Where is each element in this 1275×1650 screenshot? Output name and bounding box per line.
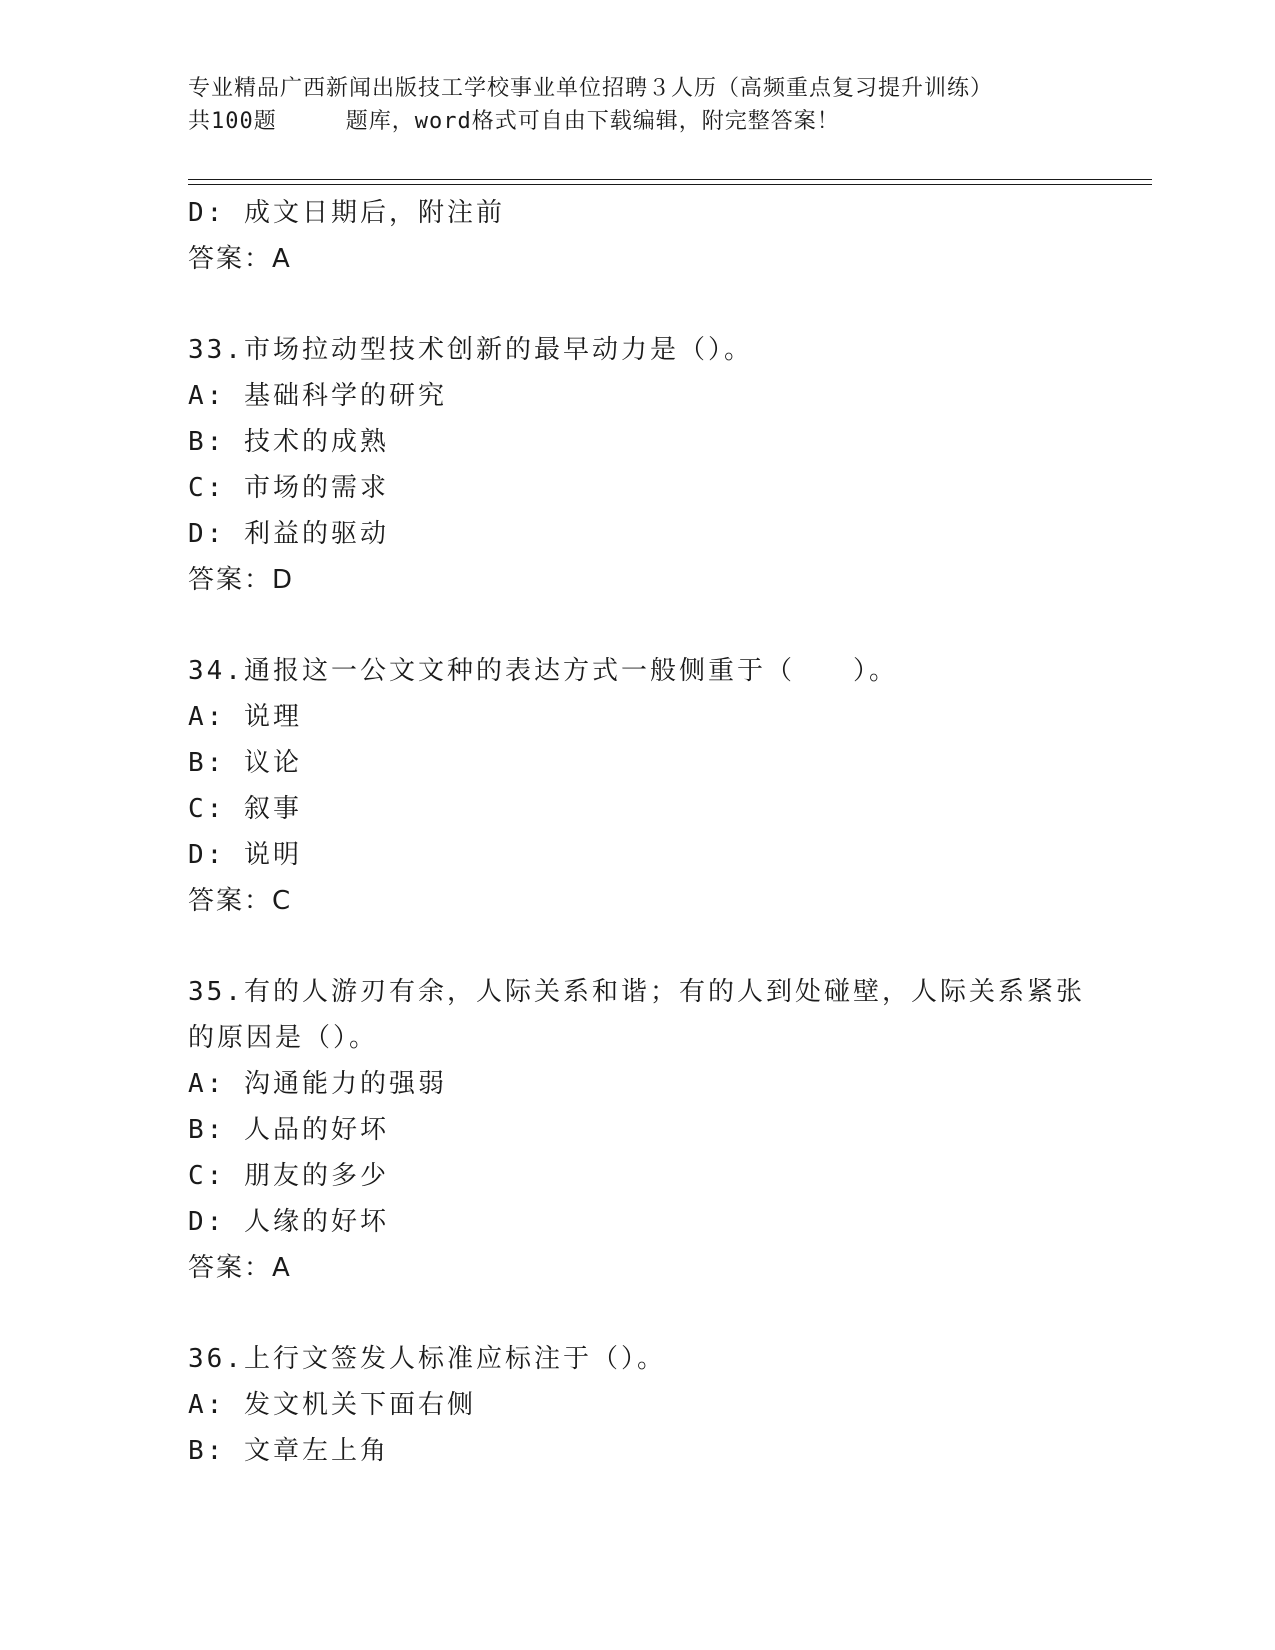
spacer (188, 1291, 1088, 1336)
answer-line: 答案：A (188, 244, 292, 274)
option-a: A: 沟通能力的强弱 (188, 1069, 447, 1099)
question-text: 34.通报这一公文文种的表达方式一般侧重于（ ）。 (188, 656, 898, 686)
question-text: 36.上行文签发人标准应标注于（）。 (188, 1344, 666, 1374)
question-block (188, 1336, 1088, 1474)
option-c: C: 市场的需求 (188, 473, 389, 503)
option-d: D: 成文日期后，附注前 (188, 198, 505, 228)
option-c: C: 叙事 (188, 794, 302, 824)
question-list (188, 190, 1088, 1474)
option-b: B: 议论 (188, 748, 302, 778)
answer-line: 答案：A (188, 1253, 292, 1283)
question-block (188, 648, 1088, 924)
option-b: B: 文章左上角 (188, 1436, 389, 1466)
header-divider-top (188, 179, 1152, 180)
option-a: A: 发文机关下面右侧 (188, 1390, 476, 1420)
option-a: A: 说理 (188, 702, 302, 732)
option-b: B: 人品的好坏 (188, 1115, 389, 1145)
option-c: C: 朋友的多少 (188, 1161, 389, 1191)
question-text: 33.市场拉动型技术创新的最早动力是（）。 (188, 335, 753, 365)
answer-line: 答案：D (188, 565, 295, 595)
question-text-continued: 的原因是（）。 (188, 1023, 379, 1053)
option-d: D: 人缘的好坏 (188, 1207, 389, 1237)
header-subtitle-line: 共100题 题库，word格式可自由下载编辑，附完整答案！ (188, 109, 840, 134)
spacer (188, 603, 1088, 648)
answer-line: 答案：C (188, 886, 293, 916)
spacer (188, 924, 1088, 969)
question-block (188, 969, 1088, 1291)
question-text: 35.有的人游刃有余，人际关系和谐；有的人到处碰壁，人际关系紧张 (188, 977, 1085, 1007)
option-d: D: 利益的驱动 (188, 519, 389, 549)
option-a: A: 基础科学的研究 (188, 381, 447, 411)
header-divider-bottom (188, 184, 1152, 185)
document-header (188, 72, 1148, 138)
header-title-line: 专业精品广西新闻出版技工学校事业单位招聘３人历（高频重点复习提升训练） (188, 76, 994, 101)
option-b: B: 技术的成熟 (188, 427, 389, 457)
spacer (188, 282, 1088, 327)
option-d: D: 说明 (188, 840, 302, 870)
question-block (188, 327, 1088, 603)
